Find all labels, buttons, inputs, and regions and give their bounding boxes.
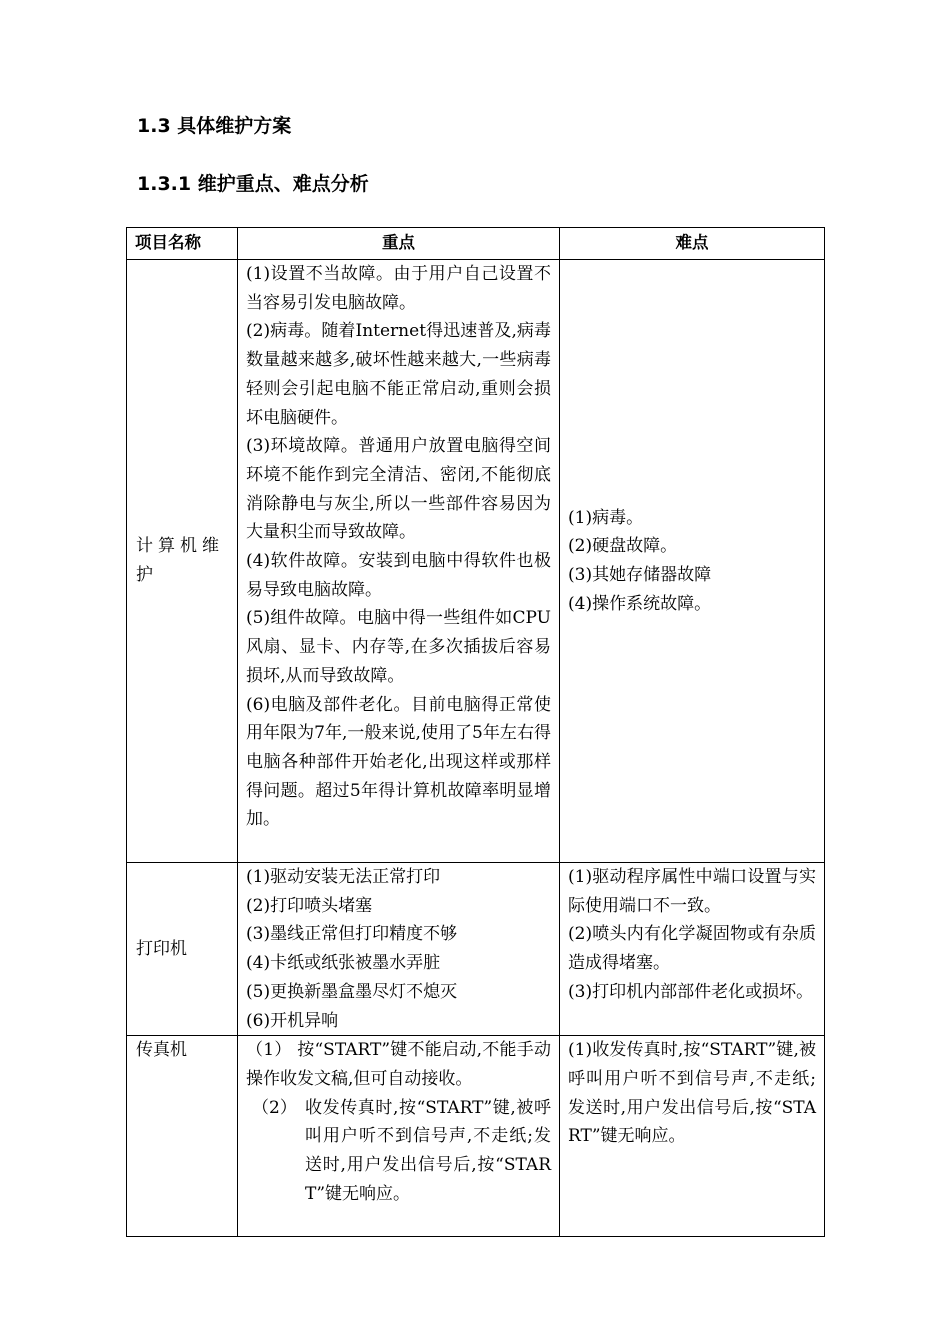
key-point-item: (6)电脑及部件老化。目前电脑得正常使用年限为7年,一般来说,使用了5年左右得电脑各种部件开始老化,出现这样或那样得问题。超过5年得计算机故障率明显增加。	[246, 694, 551, 830]
key-point-number: （2）	[252, 1097, 297, 1118]
difficulty-item: (1)收发传真时,按“START”键,被呼叫用户听不到信号声,不走纸;发送时,用户发出信号后,按“START”键无响应。	[568, 1040, 816, 1147]
key-point-item: (3)墨线正常但打印精度不够	[246, 924, 458, 945]
key-point-item: (1)设置不当故障。由于用户自己设置不当容易引发电脑故障。	[246, 264, 551, 313]
difficulty-item: (3)打印机内部部件老化或损坏。	[568, 981, 814, 1002]
key-points-cell	[238, 1036, 560, 1237]
table-row	[127, 863, 825, 1036]
key-points-cell	[238, 260, 560, 863]
key-point-item: (1)驱动安装无法正常打印	[246, 867, 441, 887]
key-point-item: (3)环境故障。普通用户放置电脑得空间环境不能作到完全清洁、密闭,不能彻底消除静电与灰尘,所以一些部件容易因为大量积尘而导致故障。	[246, 436, 551, 543]
difficulty-item: (1)驱动程序属性中端口设置与实际使用端口不一致。	[568, 867, 816, 916]
table-row	[127, 260, 825, 863]
header-difficulties: 难点	[560, 228, 825, 260]
key-point-item: （1） 按“START”键不能启动,不能手动操作收发文稿,但可自动接收。	[246, 1040, 551, 1089]
key-point-item: (4)卡纸或纸张被墨水弄脏	[246, 953, 441, 974]
header-key-points: 重点	[238, 228, 560, 260]
key-point-item: (2)打印喷头堵塞	[246, 895, 373, 916]
row-name: 打印机	[127, 863, 238, 1036]
difficulties-cell	[560, 863, 825, 1036]
key-point-item: (2)病毒。随着Internet得迅速普及,病毒数量越来越多,破坏性越来越大,一些病毒轻则会引起电脑不能正常启动,重则会损坏电脑硬件。	[246, 321, 551, 428]
key-point-item: (5)更换新墨盒墨尽灯不熄灭	[246, 981, 458, 1002]
difficulty-item: (1)病毒。	[568, 507, 644, 528]
key-point-item	[246, 1094, 551, 1209]
key-point-item: (5)组件故障。电脑中得一些组件如CPU风扇、显卡、内存等,在多次插拔后容易损坏,从而导致故障。	[246, 608, 551, 686]
subsection-heading: 1.3.1 维护重点、难点分析	[137, 173, 369, 195]
maintenance-analysis-table	[126, 227, 825, 1237]
difficulties-cell	[560, 260, 825, 863]
row-name: 计算机维护	[127, 260, 238, 863]
difficulty-item: (4)操作系统故障。	[568, 593, 712, 614]
section-heading: 1.3 具体维护方案	[137, 115, 292, 137]
table-row	[127, 1036, 825, 1237]
difficulty-item: (2)喷头内有化学凝固物或有杂质造成得堵塞。	[568, 924, 816, 974]
row-name: 传真机	[127, 1036, 238, 1237]
key-point-item: (4)软件故障。安装到电脑中得软件也极易导致电脑故障。	[246, 551, 551, 600]
key-point-text: 收发传真时,按“START”键,被呼叫用户听不到信号声,不走纸;发送时,用户发出信号后,按“START”键无响应。	[305, 1097, 551, 1204]
table-header-row	[127, 228, 825, 260]
key-points-cell	[238, 863, 560, 1036]
difficulty-item: (3)其她存储器故障	[568, 565, 712, 585]
difficulties-cell	[560, 1036, 825, 1237]
key-point-item: (6)开机异响	[246, 1010, 339, 1031]
header-project-name: 项目名称	[127, 228, 238, 260]
difficulty-item: (2)硬盘故障。	[568, 536, 678, 557]
